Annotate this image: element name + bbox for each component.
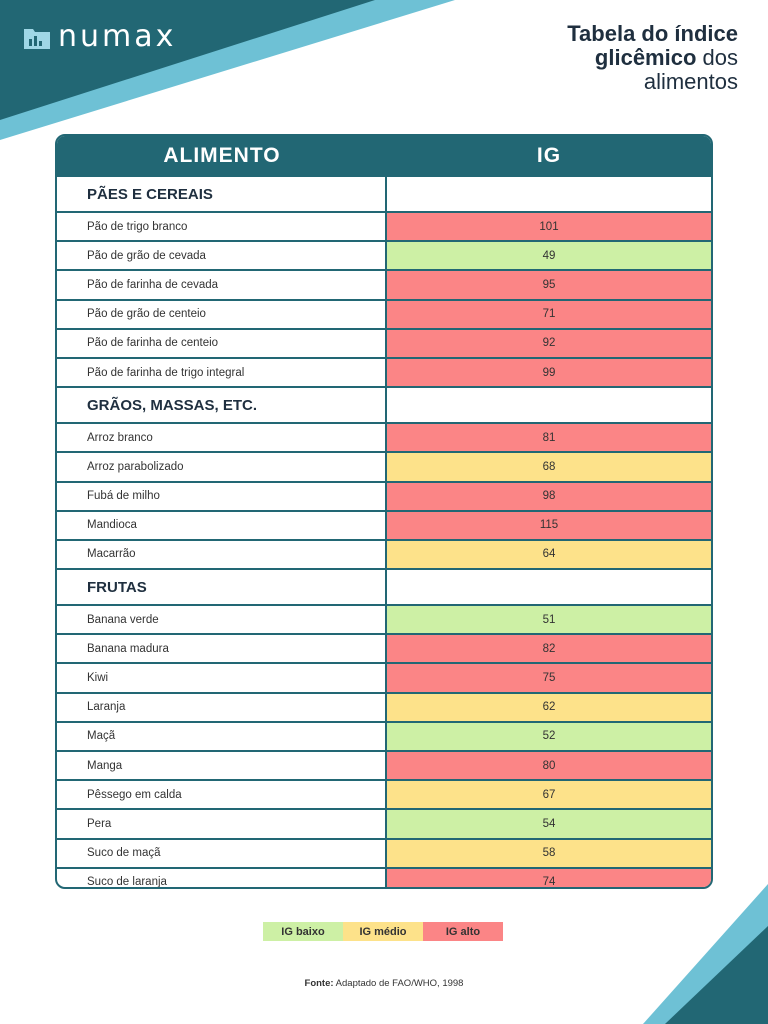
ig-value: 98	[387, 483, 711, 510]
table-row	[57, 779, 711, 808]
category-row	[57, 175, 711, 211]
table-row	[57, 269, 711, 298]
table-row	[57, 357, 711, 386]
food-name: Macarrão	[57, 541, 387, 568]
legend-high: IG alto	[423, 922, 503, 941]
table-row	[57, 604, 711, 633]
food-name: Arroz parabolizado	[57, 453, 387, 480]
food-name: Kiwi	[57, 664, 387, 691]
table-row	[57, 422, 711, 451]
ig-value: 75	[387, 664, 711, 691]
ig-value: 49	[387, 242, 711, 269]
food-name: Mandioca	[57, 512, 387, 539]
brand-name: numax	[58, 19, 177, 54]
ig-value: 74	[387, 869, 711, 889]
header-ig: IG	[536, 143, 562, 167]
category-row	[57, 386, 711, 422]
page-title	[567, 22, 738, 94]
source-label: Fonte:	[304, 978, 334, 989]
brand-logo	[22, 19, 177, 54]
table-row	[57, 633, 711, 662]
table-row	[57, 510, 711, 539]
food-name: Fubá de milho	[57, 483, 387, 510]
food-name: Pão de farinha de centeio	[57, 330, 387, 357]
ig-value: 52	[387, 723, 711, 750]
category-row	[57, 568, 711, 604]
table-row	[57, 539, 711, 568]
food-name: Pão de farinha de cevada	[57, 271, 387, 298]
ig-value: 82	[387, 635, 711, 662]
table-row	[57, 838, 711, 867]
food-name: Suco de laranja	[57, 869, 387, 889]
legend-low: IG baixo	[263, 922, 343, 941]
food-name: Banana madura	[57, 635, 387, 662]
ig-value: 64	[387, 541, 711, 568]
folder-chart-icon	[22, 23, 52, 51]
category-ig-empty	[387, 177, 711, 211]
header-food: ALIMENTO	[163, 143, 281, 167]
table-row	[57, 481, 711, 510]
category-name: GRÃOS, MASSAS, ETC.	[57, 388, 387, 422]
category-ig-empty	[387, 388, 711, 422]
table-row	[57, 328, 711, 357]
table-row	[57, 662, 711, 691]
food-name: Banana verde	[57, 606, 387, 633]
ig-value: 101	[387, 213, 711, 240]
food-name: Pêssego em calda	[57, 781, 387, 808]
food-name: Pera	[57, 810, 387, 837]
food-name: Pão de farinha de trigo integral	[57, 359, 387, 386]
ig-value: 67	[387, 781, 711, 808]
category-ig-empty	[387, 570, 711, 604]
table-row	[57, 451, 711, 480]
source-text: Adaptado de FAO/WHO, 1998	[333, 978, 464, 989]
food-name: Arroz branco	[57, 424, 387, 451]
ig-value: 80	[387, 752, 711, 779]
legend-medium: IG médio	[343, 922, 423, 941]
table-row	[57, 721, 711, 750]
source-note	[0, 978, 768, 989]
food-name: Laranja	[57, 694, 387, 721]
title-line-3: alimentos	[643, 69, 738, 94]
food-name: Manga	[57, 752, 387, 779]
legend	[263, 922, 503, 941]
table-row	[57, 211, 711, 240]
table-row	[57, 750, 711, 779]
food-name: Maçã	[57, 723, 387, 750]
glycemic-index-table	[55, 134, 713, 889]
ig-value: 54	[387, 810, 711, 837]
bottom-right-decoration	[643, 884, 768, 1024]
food-name: Pão de grão de centeio	[57, 301, 387, 328]
table-row	[57, 692, 711, 721]
table-row	[57, 808, 711, 837]
ig-value: 71	[387, 301, 711, 328]
food-name: Suco de maçã	[57, 840, 387, 867]
category-name: FRUTAS	[57, 570, 387, 604]
ig-value: 51	[387, 606, 711, 633]
ig-value: 92	[387, 330, 711, 357]
ig-value: 95	[387, 271, 711, 298]
ig-value: 115	[387, 512, 711, 539]
ig-value: 68	[387, 453, 711, 480]
category-name: PÃES E CEREAIS	[57, 177, 387, 211]
food-name: Pão de grão de cevada	[57, 242, 387, 269]
table-row	[57, 240, 711, 269]
ig-value: 62	[387, 694, 711, 721]
ig-value: 58	[387, 840, 711, 867]
title-line-2: glicêmico dos	[594, 45, 738, 70]
table-row	[57, 867, 711, 889]
ig-value: 81	[387, 424, 711, 451]
ig-value: 99	[387, 359, 711, 386]
table-row	[57, 299, 711, 328]
food-name: Pão de trigo branco	[57, 213, 387, 240]
table-header	[57, 136, 711, 175]
title-line-1: Tabela do índice	[567, 21, 738, 46]
table-body	[57, 175, 711, 889]
